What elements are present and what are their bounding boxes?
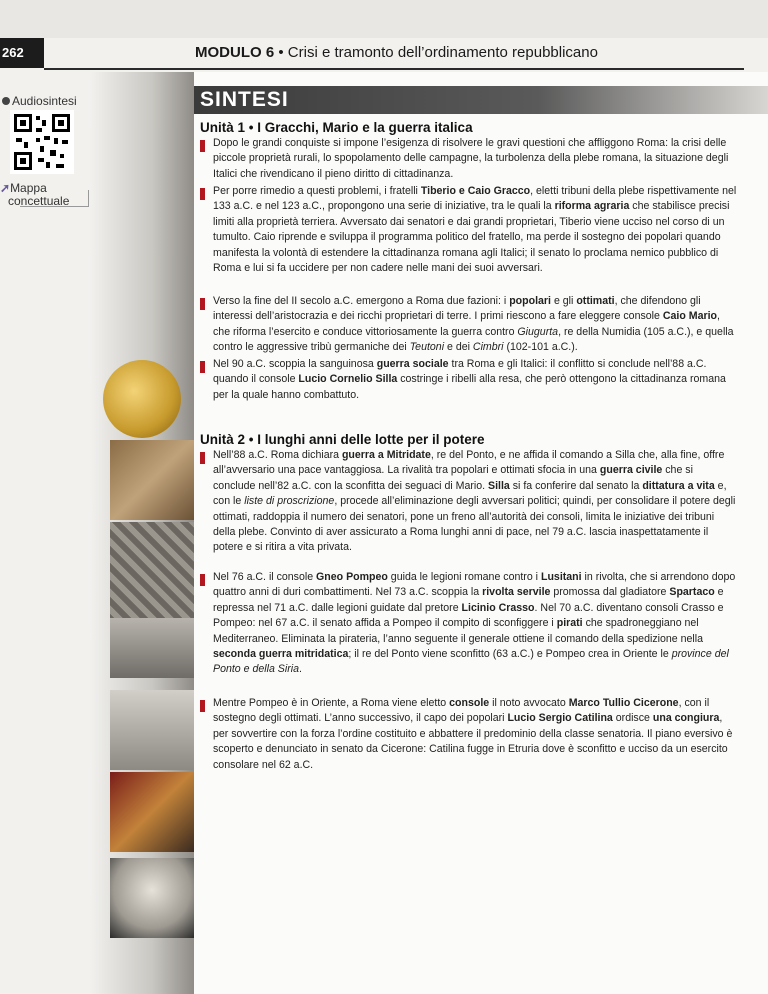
page-number: 262 bbox=[0, 38, 44, 68]
concettuale-label: concettuale bbox=[8, 194, 70, 208]
bullet-marker bbox=[200, 574, 205, 586]
roman-bust-image bbox=[110, 858, 194, 938]
arrow-icon: ➚ bbox=[0, 181, 11, 195]
gold-coin-image bbox=[103, 360, 181, 438]
section-banner bbox=[194, 86, 768, 114]
header-rule bbox=[44, 68, 744, 70]
audiosintesi-link[interactable] bbox=[2, 94, 77, 108]
unit-2-paragraph-2: Nel 76 a.C. il console Gneo Pompeo guida le legioni romane contro i Lusitani in rivolta, che si arrendono dopo quattro anni di duri combattimenti. Nel 73 a.C. scoppia la rivolta servile promossa dal gladiatore Spartaco e repressa nel 71 a.C. dalle legioni guidate dal pretore Licinio Crasso. Nel 70 a.C. diventano consoli Crasso e Pompeo: nel 67 a.C. il senato affida a Pompeo il compito di sconfiggere i pirati che spadroneggiano nel Mediterraneo. Eliminata la pirateria, l’anno seguente il generale ottiene il comando della spedizione nella seconda guerra mitridatica; il re del Ponto viene sconfitto (63 a.C.) e Pompeo crea in Oriente le province del Ponto e della Siria. bbox=[213, 571, 736, 676]
bullet-marker bbox=[200, 140, 205, 152]
audio-icon bbox=[2, 97, 10, 105]
bullet-marker bbox=[200, 298, 205, 310]
module-title: Crisi e tramonto dell’ordinamento repubblicano bbox=[287, 44, 598, 61]
battle-relief-image bbox=[110, 522, 194, 622]
unit-1-heading: Unità 1 • I Gracchi, Mario e la guerra italica bbox=[200, 120, 473, 135]
module-header bbox=[195, 44, 598, 61]
mappa-frame bbox=[20, 190, 89, 207]
qr-code-graphic bbox=[10, 110, 74, 174]
qr-code-icon[interactable] bbox=[10, 110, 74, 174]
top-margin bbox=[0, 0, 768, 38]
module-label: MODULO 6 bbox=[195, 44, 275, 61]
unit-2-paragraph-3: Mentre Pompeo è in Oriente, a Roma viene eletto console il noto avvocato Marco Tullio Cicerone, con il sostegno degli ottimati. L’anno successivo, il capo dei popolari Lucio Sergio Catilina ordisce una congiura, per sovvertire con la forza l’ordine costituito e abbattere il predominio della classe senatoria. Il piano eversivo è scoperto e denunciato in senato da Cicerone: Catilina fugge in Etruria dove è sconfitto e ucciso da un esercito consolare nel 62 a.C. bbox=[213, 697, 733, 771]
mappa-label: Mappa bbox=[10, 181, 47, 195]
module-separator: • bbox=[278, 44, 284, 61]
unit-2-heading: Unità 2 • I lunghi anni delle lotte per il potere bbox=[200, 432, 485, 447]
bullet-marker bbox=[200, 700, 205, 712]
unit-2-paragraph-1: Nell’88 a.C. Roma dichiara guerra a Mitridate, re del Ponto, e ne affida il comando a Silla che, alla fine, offre all’avversario una pace vantaggiosa. La rivalità tra popolari e ottimati sfocia in una guerra civile che si conclude nell’82 a.C. con la sconfitta dei seguaci di Mario. Silla si fa conferire dal senato la dittatura a vita e, con le liste di proscrizione, procede all’eliminazione degli avversari politici; quindi, per consolidare il potere degli ottimati, raddoppia il numero dei senatori, pone un freno all’autorità dei consoli, limita le iniziative dei tribuni della plebe. Convinto di aver assicurato a Roma lunghi anni di pace, nel 79 a.C. lascia inaspettatamente il potere e si ritira a vita privata. bbox=[213, 449, 736, 554]
bullet-marker bbox=[200, 361, 205, 373]
section-title: SINTESI bbox=[200, 88, 289, 111]
unit-1-paragraph-2: Per porre rimedio a questi problemi, i fratelli Tiberio e Caio Gracco, eletti tribuni della plebe rispettivamente nel 133 a.C. e nel 123 a.C., propongono una serie di iniziative, tra le quali la riforma agraria che stabilisce precisi limiti alla proprietà terriera. Avversato dai senatori e dai grandi proprietari, Tiberio viene ucciso nel corso di un tumulto. Caio riprende e sviluppa il programma politico del fratello, ma perde il sostegno dei popolari quando manifesta la volontà di estendere la cittadinanza romana agli Italici; il senato lo proclama nemico pubblico di Roma e lui si fa uccidere per non cadere nelle mani dei suoi avversari. bbox=[213, 185, 737, 275]
gladiator-statue-image bbox=[110, 618, 194, 678]
unit-1-paragraph-3: Verso la fine del II secolo a.C. emergono a Roma due fazioni: i popolari e gli ottimati, che difendono gli interessi dell’aristocrazia e dei ricchi proprietari di terre. I primi riescono a fare eleggere console Caio Mario, che riforma l’esercito e conduce vittoriosamente la guerra contro Giugurta, re della Numidia (105 a.C.), e quella contro le aggressive tribù germaniche dei Teutoni e dei Cimbri (102-101 a.C.). bbox=[213, 295, 734, 354]
bullet-marker bbox=[200, 452, 205, 464]
unit-1-paragraph-4: Nel 90 a.C. scoppia la sanguinosa guerra sociale tra Roma e gli Italici: il conflitto si conclude nell’88 a.C. quando il console Lucio Cornelio Silla costringe i ribelli alla resa, che però ottengono la cittadinanza romana per la quale hanno combattuto. bbox=[213, 358, 726, 401]
cicero-painting-image bbox=[110, 772, 194, 852]
audiosintesi-label: Audiosintesi bbox=[12, 94, 77, 108]
senate-scene-image bbox=[110, 690, 194, 770]
roman-ship-image bbox=[110, 440, 194, 520]
unit-1-paragraph-1: Dopo le grandi conquiste si impone l’esigenza di risolvere le gravi questioni che affliggono Roma: la crisi delle piccole proprietà rurali, lo spopolamento delle campagne, la turbolenza della plebe romana, la situazione degli Italici che rivendicano il pieno diritto di cittadinanza. bbox=[213, 137, 729, 180]
bullet-marker bbox=[200, 188, 205, 200]
